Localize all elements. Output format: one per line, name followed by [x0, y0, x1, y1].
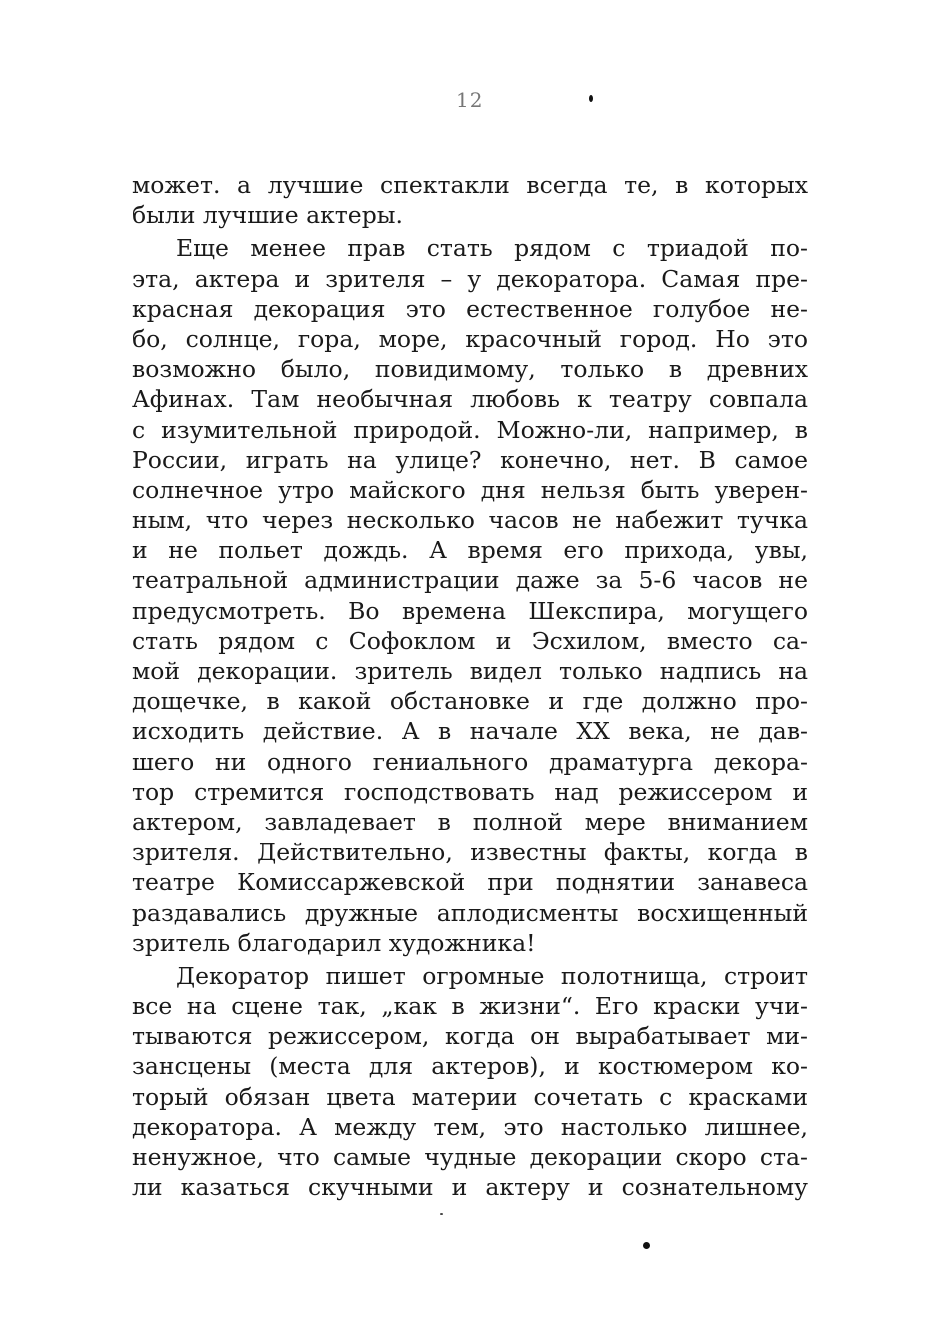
text-line: эта, актера и зрителя – у декоратора. Самая пре- [132, 264, 808, 293]
text-line: Декоратор пишет огромные полотнища, строит [176, 961, 808, 990]
text-line: ным, что через несколько часов не набежит тучка [132, 506, 808, 535]
body-text [132, 170, 808, 1202]
text-line: зансцены (места для актеров), и костюмером ко- [132, 1052, 808, 1081]
text-line: красная декорация это естественное голубое не- [132, 294, 808, 323]
text-line: зритель благодарил художника! [132, 928, 536, 957]
text-line: тываются режиссером, когда он вырабатывает ми- [132, 1022, 808, 1051]
text-line: бо, солнце, гора, море, красочный город. Но это [132, 324, 808, 353]
text-line: раздавались дружные аплодисменты восхищенный [132, 898, 808, 927]
ink-speck [643, 1242, 650, 1249]
text-line: ненужное, что самые чудные декорации скоро ста- [132, 1143, 808, 1171]
text-line: исходить действие. А в начале XX века, не дав- [132, 717, 808, 746]
text-line: предусмотреть. Во времена Шекспира, могущего [132, 596, 808, 625]
text-line: зрителя. Действительно, известны факты, когда в [132, 838, 808, 867]
text-line: возможно было, повидимому, только в древних [132, 355, 808, 384]
text-line: актером, завладевает в полной мере вниманием [132, 807, 808, 836]
text-line: мой декорации. зритель видел только надпись на [132, 657, 808, 685]
text-line: дощечке, в какой обстановке и где должно про- [132, 687, 808, 716]
text-line: тор стремится господствовать над режиссером и [132, 777, 808, 806]
text-line: шего ни одного гениального драматурга декора- [132, 747, 808, 776]
page-number: 12 [456, 88, 484, 112]
text-line: с изумительной природой. Можно-ли, например, в [132, 415, 808, 444]
paragraph [132, 233, 808, 958]
text-line: солнечное утро майского дня нельзя быть уверен- [132, 475, 808, 504]
paragraph [132, 170, 808, 230]
text-line: и не польет дождь. А время его прихода, увы, [132, 536, 808, 565]
text-line: театре Комиссаржевской при поднятии занавеса [132, 868, 808, 897]
paragraph [132, 961, 808, 1203]
text-line: были лучшие актеры. [132, 201, 403, 230]
text-line: ли казаться скучными и актеру и сознательному [132, 1173, 808, 1202]
text-line: может. а лучшие спектакли всегда те, в которых [132, 171, 808, 199]
ink-speck [440, 1213, 443, 1215]
text-line: Афинах. Там необычная любовь к театру совпала [132, 385, 808, 414]
ink-speck [589, 95, 593, 102]
text-line: Еще менее прав стать рядом с триадой по- [176, 234, 808, 263]
text-line: России, играть на улице? конечно, нет. В самое [132, 445, 808, 474]
text-line: декоратора. А между тем, это настолько лишнее, [132, 1112, 808, 1141]
text-line: театральной администрации даже за 5-6 часов не [132, 566, 808, 595]
text-line: торый обязан цвета материи сочетать с красками [132, 1082, 808, 1111]
text-line: стать рядом с Софоклом и Эсхилом, вместо са- [132, 626, 808, 655]
text-line: все на сцене так, „как в жизни“. Его краски учи- [132, 992, 808, 1021]
